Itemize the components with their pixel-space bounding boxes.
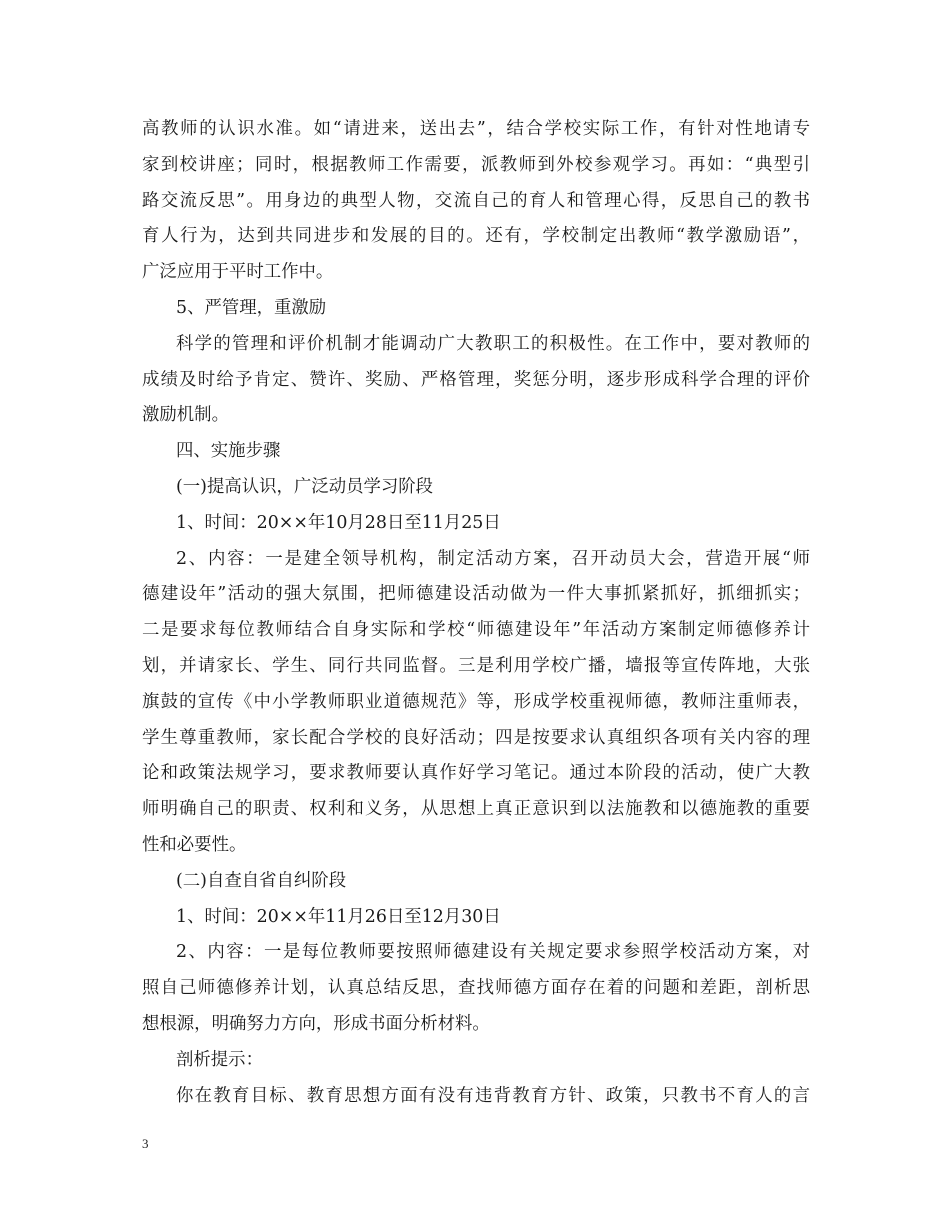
- text-line: 二是要求每位教师结合自身实际和学校“师德建设年”年活动方案制定师德修养计: [142, 620, 810, 641]
- text-line: 2、内容：一是每位教师要按照师德建设有关规定要求参照学校活动方案，对: [176, 942, 810, 963]
- text-line: 划，并请家长、学生、同行共同监督。三是利用学校广播，墙报等宣传阵地，大张: [142, 655, 810, 676]
- text-line: 育人行为，达到共同进步和发展的目的。还有，学校制定出教师“教学激励语”，: [142, 226, 810, 247]
- text-line: 广泛应用于平时工作中。: [142, 262, 334, 283]
- text-line: (二)自查自省自纠阶段: [176, 870, 347, 891]
- text-line: 5、严管理，重激励: [176, 297, 327, 318]
- page-number: 3: [142, 1136, 149, 1151]
- text-line: 照自己师德修养计划，认真总结反思，查找师德方面存在着的问题和差距，剖析思: [142, 978, 810, 999]
- document-body: [142, 112, 810, 1114]
- text-line: 2、内容：一是建全领导机构，制定活动方案，召开动员大会，营造开展“师: [176, 548, 810, 569]
- text-line: 旗鼓的宣传《中小学教师职业道德规范》等，形成学校重视师德，教师注重师表，: [142, 691, 810, 712]
- text-line: 论和政策法规学习，要求教师要认真作好学习笔记。通过本阶段的活动，使广大教: [142, 763, 810, 784]
- text-line: 四、实施步骤: [176, 441, 281, 462]
- text-line: 家到校讲座；同时，根据教师工作需要，派教师到外校参观学习。再如：“典型引: [142, 154, 810, 175]
- text-line: 性和必要性。: [142, 834, 247, 855]
- text-line: 想根源，明确努力方向，形成书面分析材料。: [142, 1013, 490, 1034]
- text-line: 剖析提示：: [176, 1049, 263, 1070]
- text-line: 1、时间：20××年10月28日至11月25日: [176, 512, 501, 533]
- text-line: 你在教育目标、教育思想方面有没有违背教育方针、政策，只教书不育人的言: [176, 1085, 810, 1106]
- text-line: 高教师的认识水准。如“请进来，送出去”，结合学校实际工作，有针对性地请专: [142, 119, 810, 139]
- text-line: 学生尊重教师，家长配合学校的良好活动；四是按要求认真组织各项有关内容的理: [142, 727, 810, 748]
- text-line: 成绩及时给予肯定、赞许、奖励、严格管理，奖惩分明，逐步形成科学合理的评价: [142, 369, 810, 390]
- text-line: 激励机制。: [142, 405, 229, 426]
- text-line: 1、时间：20××年11月26日至12月30日: [176, 906, 501, 927]
- text-line: 路交流反思”。用身边的典型人物，交流自己的育人和管理心得，反思自己的教书: [142, 190, 810, 211]
- text-line: (一)提高认识，广泛动员学习阶段: [176, 476, 434, 497]
- text-line: 师明确自己的职责、权利和义务，从思想上真正意识到以法施教和以德施教的重要: [142, 799, 810, 820]
- text-line: 科学的管理和评价机制才能调动广大教职工的积极性。在工作中，要对教师的: [176, 333, 810, 354]
- text-line: 德建设年”活动的强大氛围，把师德建设活动做为一件大事抓紧抓好，抓细抓实；: [142, 584, 810, 605]
